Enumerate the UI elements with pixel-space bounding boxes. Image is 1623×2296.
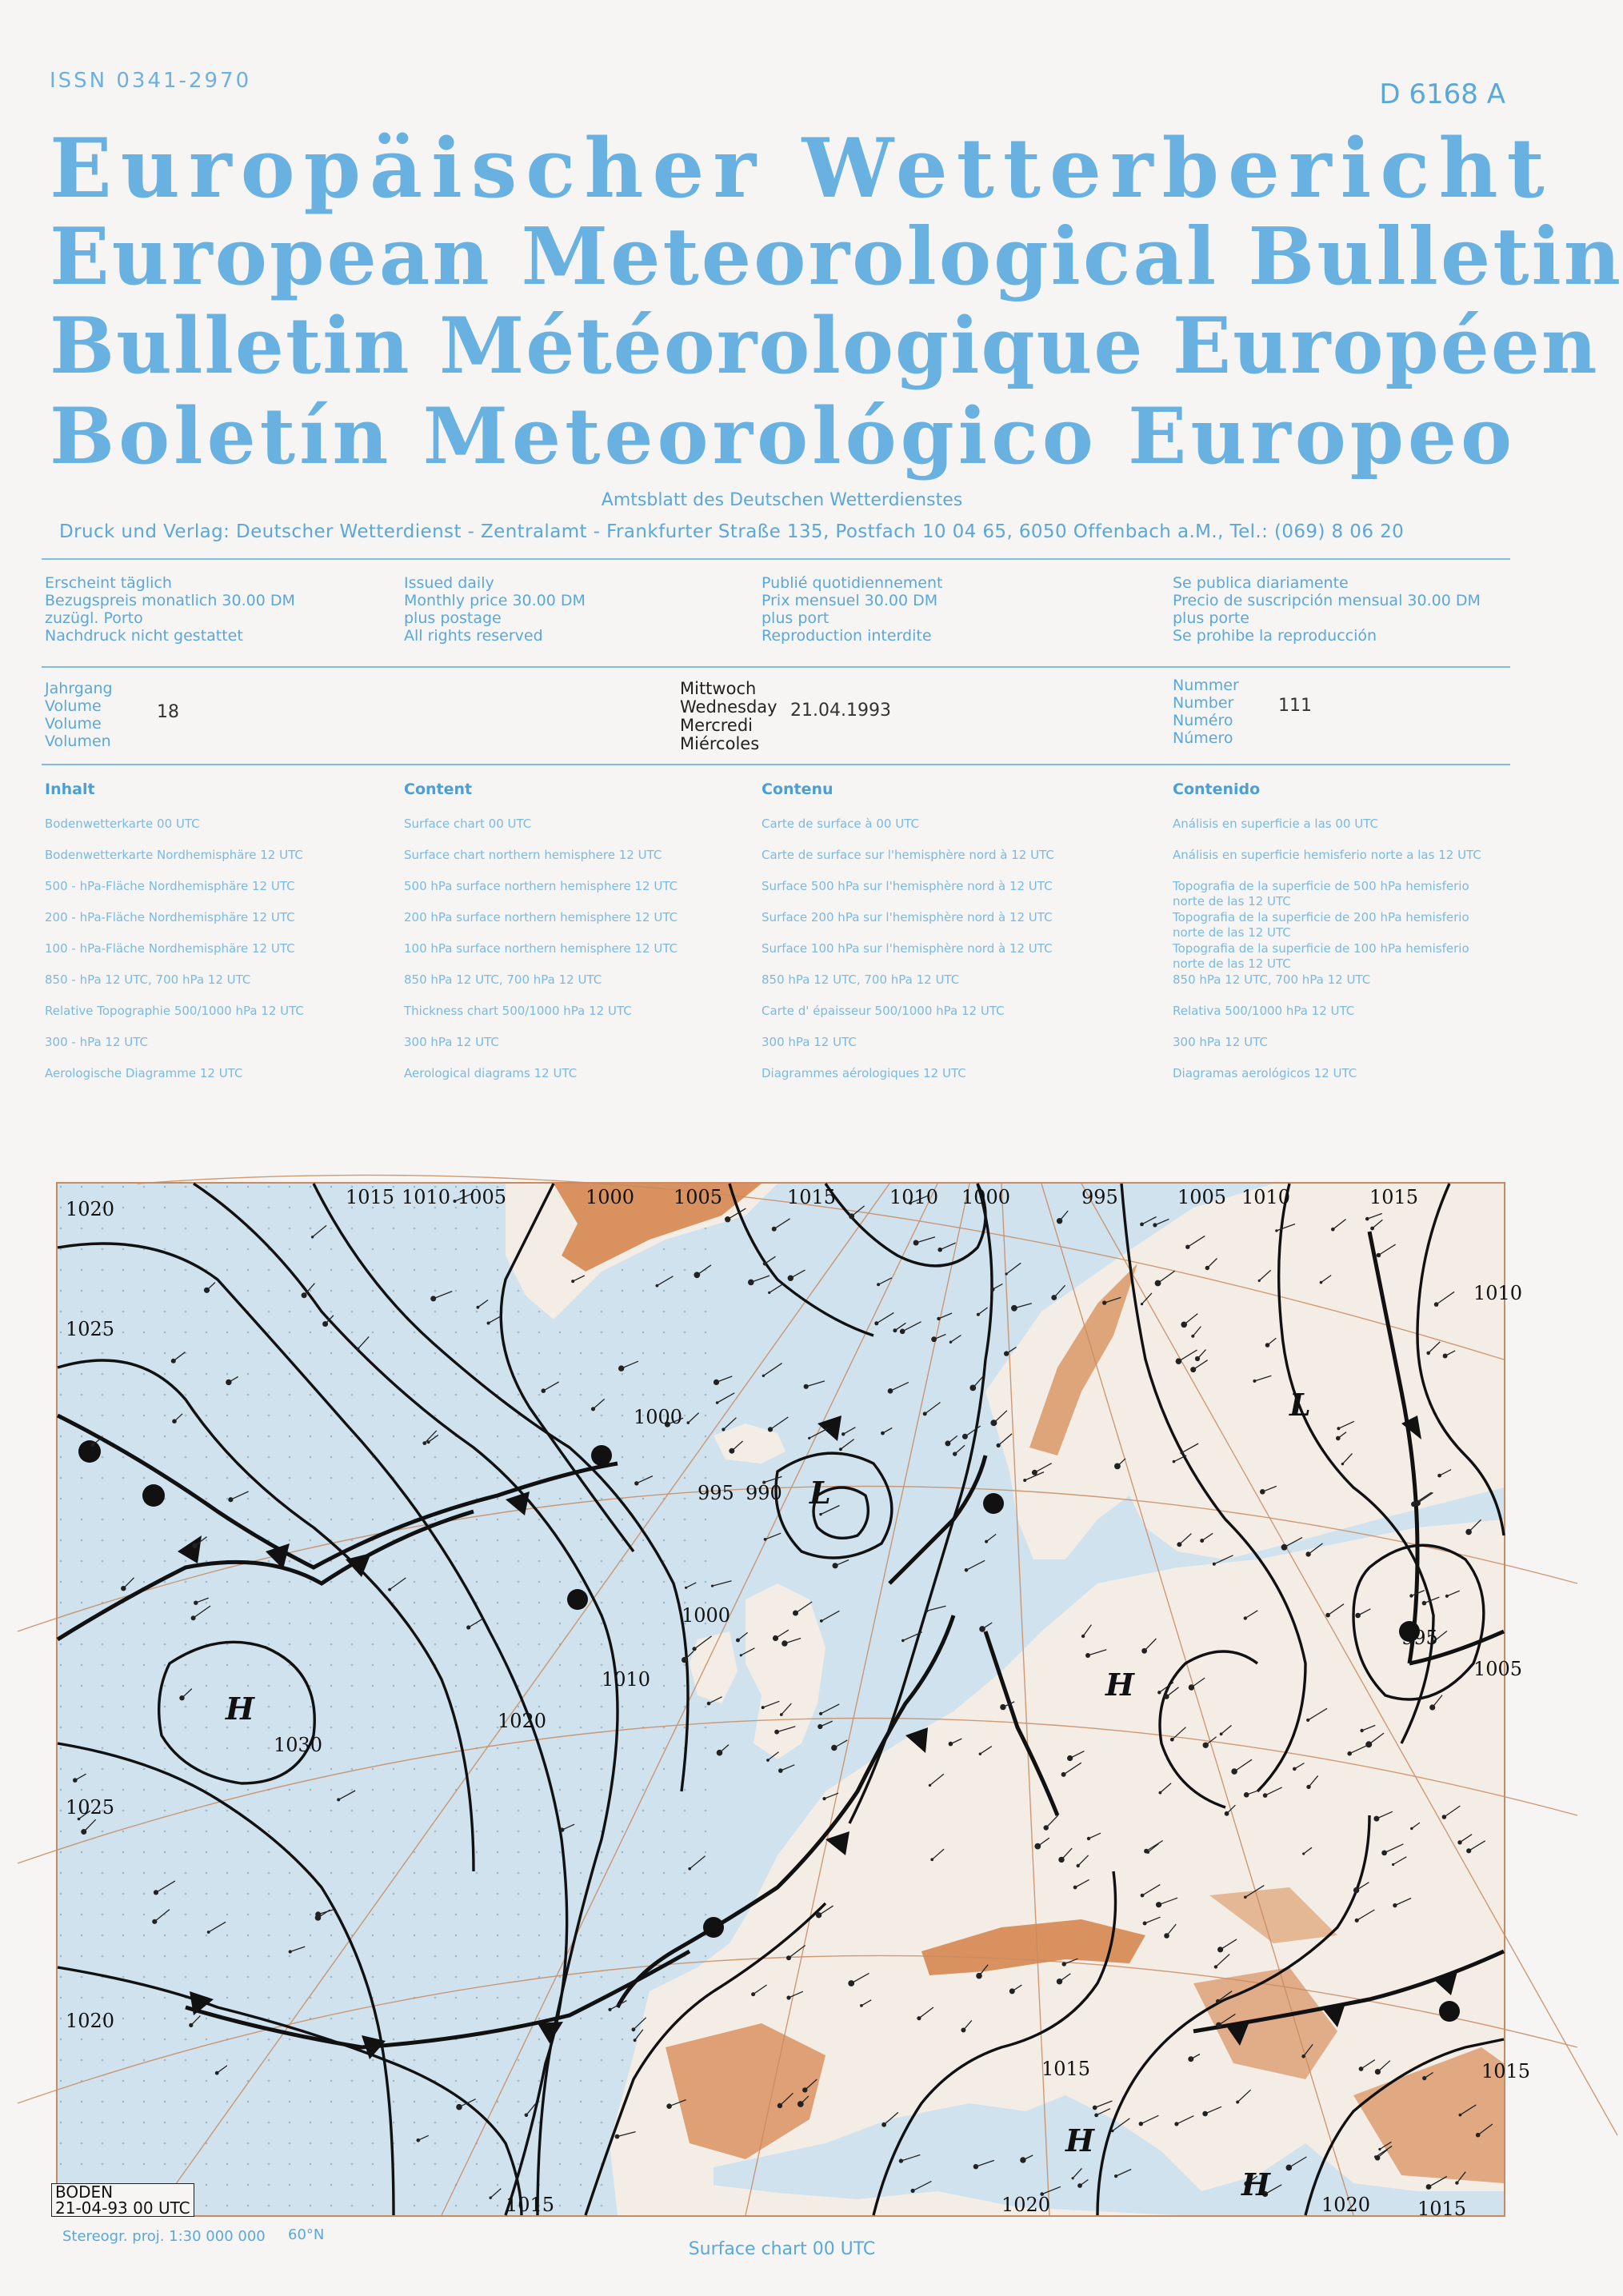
subscription-spanish bbox=[1173, 574, 1481, 645]
divider bbox=[42, 558, 1510, 560]
subscription-line: Se prohibe la reproducción bbox=[1173, 627, 1377, 645]
contents-item: Análisis en superficie a las 00 UTC bbox=[1173, 817, 1378, 831]
station-mark bbox=[1140, 1223, 1144, 1227]
contents-item: 300 hPa 12 UTC bbox=[404, 1035, 499, 1049]
low-pressure-center: L bbox=[1289, 1387, 1311, 1423]
official-gazette-line: Amtsblatt des Deutschen Wetterdienstes bbox=[601, 490, 963, 510]
volume-value: 18 bbox=[157, 702, 179, 722]
isobar-label: 1005 bbox=[458, 1186, 507, 1208]
publisher-address: Druck und Verlag: Deutscher Wetterdienst - Zentralamt - Frankfurter Straße 135, Postfach 10 04 65, 6050 Offenbach a.M., Tel.: (069) 8 06 20 bbox=[59, 521, 1405, 542]
isobar-label: 1015 bbox=[1481, 2060, 1531, 2082]
station-mark bbox=[778, 1768, 783, 1773]
station-mark bbox=[990, 1288, 994, 1292]
subscription-english bbox=[404, 574, 586, 645]
title-english: European Meteorological Bulletin bbox=[50, 211, 1623, 303]
volume-label: Volume bbox=[45, 715, 102, 733]
contents-heading-fr: Contenu bbox=[762, 781, 833, 798]
contents-item: Carte de surface sur l'hemisphère nord à 12 UTC bbox=[762, 848, 1054, 862]
isobar-label: 1030 bbox=[274, 1734, 323, 1756]
isobar-label: 1015 bbox=[1041, 2058, 1091, 2080]
station-mark bbox=[1153, 1223, 1157, 1227]
contents-item: 500 - hPa-Fläche Nordhemisphäre 12 UTC bbox=[45, 879, 295, 893]
contents-item: Surface 100 hPa sur l'hemisphère nord à 12 UTC bbox=[762, 941, 1053, 956]
isobar-label: 1000 bbox=[961, 1186, 1011, 1208]
isobar-label: 1000 bbox=[586, 1186, 635, 1208]
contents-item: Carte de surface à 00 UTC bbox=[762, 817, 919, 831]
divider bbox=[42, 666, 1510, 668]
isobar-label: 1010 bbox=[602, 1668, 651, 1691]
isobar-label: 1020 bbox=[498, 1710, 547, 1732]
subscription-french bbox=[762, 574, 942, 645]
number-label: Número bbox=[1173, 729, 1233, 747]
contents-item: 850 hPa 12 UTC, 700 hPa 12 UTC bbox=[1173, 972, 1371, 987]
issue-date: 21.04.1993 bbox=[790, 701, 891, 721]
issue-number: 111 bbox=[1278, 696, 1312, 716]
subscription-line: Issued daily bbox=[404, 574, 494, 592]
weekday-label: Mittwoch bbox=[680, 679, 757, 698]
station-mark bbox=[1373, 1816, 1379, 1822]
high-pressure-center: H bbox=[1065, 2122, 1094, 2158]
isobar-label: 1020 bbox=[1321, 2194, 1371, 2216]
weekday-label: Mercredi bbox=[680, 716, 754, 735]
number-label: Numéro bbox=[1173, 712, 1233, 729]
surface-weather-map bbox=[56, 1182, 1531, 2220]
station-mark bbox=[560, 1827, 564, 1831]
contents-item: Surface 200 hPa sur l'hemisphère nord à 12 UTC bbox=[762, 910, 1053, 924]
station-mark bbox=[1216, 2022, 1221, 2028]
isobar-label: 1015 bbox=[787, 1186, 837, 1208]
contents-item: Relative Topographie 500/1000 hPa 12 UTC bbox=[45, 1004, 304, 1018]
contents-heading-es: Contenido bbox=[1173, 781, 1261, 798]
subscription-line: Prix mensuel 30.00 DM bbox=[762, 592, 938, 609]
station-mark bbox=[1156, 1902, 1161, 1907]
weekday-labels bbox=[680, 680, 778, 753]
station-mark bbox=[816, 1912, 821, 1918]
volume-label: Volume bbox=[45, 697, 102, 715]
isobar-label: 1020 bbox=[66, 2010, 115, 2032]
number-labels bbox=[1173, 677, 1239, 747]
weekday-label: Wednesday bbox=[680, 697, 778, 717]
divider bbox=[42, 764, 1510, 765]
isobar-label: 1005 bbox=[1177, 1186, 1227, 1208]
station-mark bbox=[707, 1702, 711, 1706]
low-pressure-center: L bbox=[810, 1475, 831, 1511]
station-mark bbox=[949, 1742, 953, 1747]
station-mark bbox=[1260, 1489, 1265, 1495]
number-label: Number bbox=[1173, 694, 1234, 712]
station-mark bbox=[1263, 1793, 1268, 1798]
isobar-label: 1015 bbox=[506, 2194, 555, 2216]
isobar-label: 1020 bbox=[1001, 2194, 1051, 2216]
station-mark bbox=[848, 1980, 854, 1987]
isobar-label: 1015 bbox=[1369, 1186, 1419, 1208]
station-mark bbox=[694, 1272, 700, 1278]
isobar-label: 1000 bbox=[682, 1604, 731, 1627]
subscription-line: plus port bbox=[762, 609, 829, 627]
subscription-line: Publié quotidiennement bbox=[762, 574, 943, 592]
station-mark bbox=[1032, 1470, 1037, 1475]
contents-item: Carte d' épaisseur 500/1000 hPa 12 UTC bbox=[762, 1004, 1005, 1018]
contents-heading-en: Content bbox=[404, 781, 473, 798]
station-mark bbox=[618, 1365, 624, 1371]
isobar-label: 1025 bbox=[66, 1796, 115, 1819]
station-mark bbox=[1176, 1358, 1182, 1364]
volume-labels bbox=[45, 680, 113, 750]
contents-heading-de: Inhalt bbox=[45, 781, 95, 798]
station-mark bbox=[1244, 1792, 1249, 1798]
subscription-german bbox=[45, 574, 295, 645]
title-german: Europäischer Wetterbericht bbox=[50, 121, 1553, 217]
isobar-label: 1005 bbox=[1473, 1658, 1523, 1680]
isobar-label: 1015 bbox=[1417, 2198, 1467, 2220]
isobar-label: 995 bbox=[1401, 1627, 1438, 1649]
contents-item: Aerologische Diagramme 12 UTC bbox=[45, 1066, 243, 1080]
station-mark bbox=[1004, 1351, 1009, 1356]
contents-item: 850 hPa 12 UTC, 700 hPa 12 UTC bbox=[404, 972, 602, 987]
contents-item: Aerological diagrams 12 UTC bbox=[404, 1066, 578, 1080]
subscription-line: Erscheint täglich bbox=[45, 574, 172, 592]
contents-item: Topografia de la superficie de 200 hPa hemisferio norte de las 12 UTC bbox=[1173, 910, 1469, 940]
contents-item: Análisis en superficie hemisferio norte a las 12 UTC bbox=[1173, 848, 1481, 862]
station-mark bbox=[542, 1388, 546, 1393]
contents-item: Diagramas aerológicos 12 UTC bbox=[1173, 1066, 1357, 1080]
contents-item: 300 hPa 12 UTC bbox=[762, 1035, 857, 1049]
subscription-line: Precio de suscripción mensual 30.00 DM bbox=[1173, 592, 1481, 609]
high-pressure-center: H bbox=[1105, 1667, 1134, 1703]
map-stamp-date: 21-04-93 00 UTC bbox=[55, 2198, 190, 2218]
isobar-label: 995 bbox=[698, 1482, 734, 1504]
map-graphic bbox=[58, 1184, 1531, 2220]
contents-item: 300 - hPa 12 UTC bbox=[45, 1035, 149, 1049]
isobar-label: 1025 bbox=[66, 1318, 115, 1340]
reference-latitude: 60°N bbox=[288, 2226, 325, 2243]
station-mark bbox=[1422, 1601, 1427, 1606]
contents-item: 500 hPa surface northern hemisphere 12 UTC bbox=[404, 879, 678, 893]
isobar-label: 1015 bbox=[346, 1186, 395, 1208]
map-stamp bbox=[51, 2183, 194, 2217]
station-mark bbox=[1231, 1768, 1237, 1775]
station-mark bbox=[634, 1481, 638, 1485]
contents-item: 200 hPa surface northern hemisphere 12 UTC bbox=[404, 910, 678, 924]
subscription-line: plus porte bbox=[1173, 609, 1249, 627]
contents-item: 200 - hPa-Fläche Nordhemisphäre 12 UTC bbox=[45, 910, 295, 924]
station-mark bbox=[73, 1778, 78, 1783]
station-mark bbox=[1355, 1613, 1361, 1619]
contents-item: Surface 500 hPa sur l'hemisphère nord à 12 UTC bbox=[762, 879, 1053, 893]
contents-item: 100 hPa surface northern hemisphere 12 UTC bbox=[404, 941, 678, 956]
contents-item: 300 hPa 12 UTC bbox=[1173, 1035, 1268, 1049]
issn-number: ISSN 0341-2970 bbox=[50, 69, 252, 93]
subscription-line: All rights reserved bbox=[404, 627, 543, 645]
number-label: Nummer bbox=[1173, 677, 1239, 694]
contents-item: 100 - hPa-Fläche Nordhemisphäre 12 UTC bbox=[45, 941, 295, 956]
map-caption: Surface chart 00 UTC bbox=[688, 2239, 876, 2259]
contents-item: Surface chart 00 UTC bbox=[404, 817, 532, 831]
station-mark bbox=[1202, 2111, 1208, 2117]
contents-item: Topografia de la superficie de 100 hPa hemisferio norte de las 12 UTC bbox=[1173, 941, 1469, 971]
subscription-line: Reproduction interdite bbox=[762, 627, 932, 645]
station-mark bbox=[900, 1329, 905, 1335]
subscription-line: Nachdruck nicht gestattet bbox=[45, 627, 243, 645]
isobar-label: 1010 bbox=[402, 1186, 451, 1208]
subscription-line: Se publica diariamente bbox=[1173, 574, 1349, 592]
station-mark bbox=[888, 1388, 893, 1394]
subscription-line: Bezugspreis monatlich 30.00 DM bbox=[45, 592, 295, 609]
title-french: Bulletin Météorologique Européen bbox=[50, 301, 1599, 391]
contents-item: Diagrammes aérologiques 12 UTC bbox=[762, 1066, 966, 1080]
subscription-line: Monthly price 30.00 DM bbox=[404, 592, 586, 609]
isobar-label: 1005 bbox=[674, 1186, 723, 1208]
projection-note: Stereogr. proj. 1:30 000 000 bbox=[62, 2228, 266, 2245]
station-mark bbox=[1411, 1502, 1417, 1507]
subscription-line: plus postage bbox=[404, 609, 502, 627]
contents-item: Surface chart northern hemisphere 12 UTC bbox=[404, 848, 662, 862]
volume-label: Volumen bbox=[45, 733, 111, 750]
isobar-label: 990 bbox=[746, 1482, 782, 1504]
station-mark bbox=[833, 1563, 838, 1568]
high-pressure-center: H bbox=[1241, 2166, 1270, 2202]
station-mark bbox=[430, 1296, 436, 1301]
subscription-line: zuzügl. Porto bbox=[45, 609, 143, 627]
isobar-label: 1010 bbox=[1241, 1186, 1291, 1208]
volume-label: Jahrgang bbox=[45, 680, 113, 697]
contents-item: Topografia de la superficie de 500 hPa hemisferio norte de las 12 UTC bbox=[1173, 879, 1469, 908]
station-mark bbox=[1011, 1305, 1017, 1312]
weekday-label: Miércoles bbox=[680, 734, 760, 753]
map-stamp-type: BODEN bbox=[55, 2182, 114, 2202]
isobar-label: 1020 bbox=[66, 1198, 115, 1220]
isobar-label: 1000 bbox=[634, 1406, 683, 1428]
contents-item: 850 - hPa 12 UTC, 700 hPa 12 UTC bbox=[45, 972, 251, 987]
contents-item: Bodenwetterkarte Nordhemisphäre 12 UTC bbox=[45, 848, 303, 862]
contents-item: Bodenwetterkarte 00 UTC bbox=[45, 817, 200, 831]
isobar-label: 1010 bbox=[889, 1186, 939, 1208]
title-spanish: Boletín Meteorológico Europeo bbox=[50, 391, 1516, 481]
isobar-label: 995 bbox=[1081, 1186, 1118, 1208]
high-pressure-center: H bbox=[226, 1691, 254, 1727]
contents-item: 850 hPa 12 UTC, 700 hPa 12 UTC bbox=[762, 972, 960, 987]
isobar-label: 1010 bbox=[1473, 1282, 1523, 1304]
contents-item: Thickness chart 500/1000 hPa 12 UTC bbox=[404, 1004, 632, 1018]
publication-code: D 6168 A bbox=[1379, 78, 1505, 110]
station-mark bbox=[965, 1568, 969, 1572]
station-mark bbox=[714, 1380, 719, 1385]
contents-item: Relativa 500/1000 hPa 12 UTC bbox=[1173, 1004, 1355, 1018]
